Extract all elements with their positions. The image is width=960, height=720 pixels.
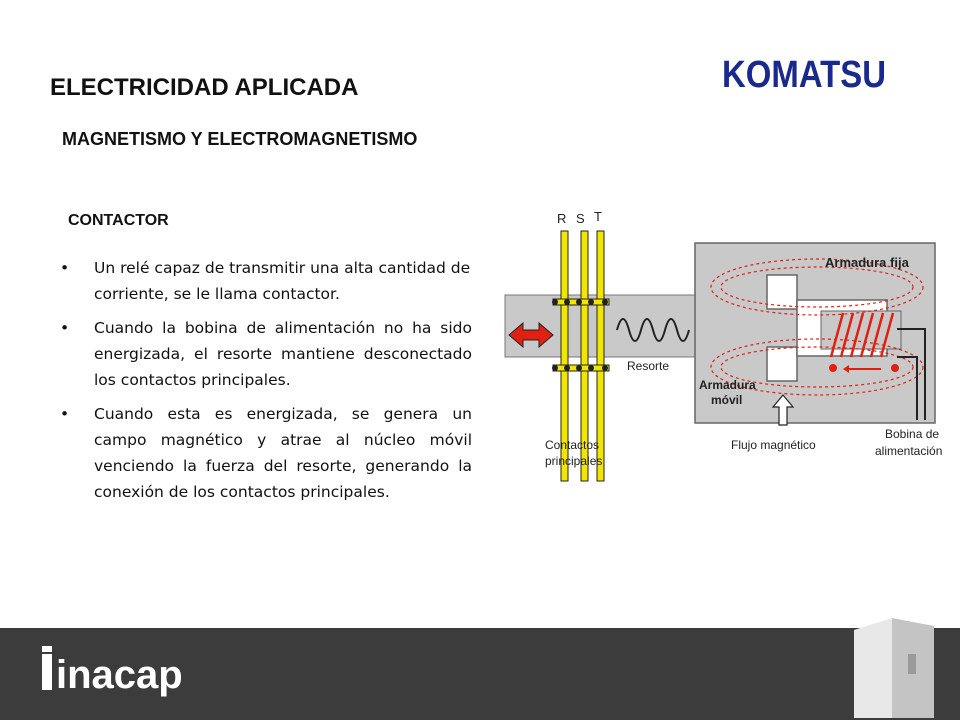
bullet-item — [58, 401, 472, 505]
bullet-text: Cuando la bobina de alimentación no ha sido energizada, el resorte mantiene desconectado los contactos principales. — [94, 319, 472, 389]
contactos-label: principales — [545, 454, 603, 468]
bobina-label: Bobina de — [885, 427, 940, 441]
bullet-marker: • — [60, 405, 70, 423]
inacap-logo — [40, 640, 200, 700]
phase-s-label: S — [576, 211, 585, 226]
bullet-marker: • — [60, 319, 70, 337]
bullet-text: Un relé capaz de transmitir una alta cantidad de corriente, se le llama contactor. — [94, 259, 471, 303]
armadura-movil-label: Armadura — [699, 378, 756, 392]
flujo-label: Flujo magnético — [731, 438, 816, 452]
bullet-marker: • — [60, 259, 70, 277]
bullet-item — [58, 315, 472, 393]
coil-terminal — [829, 364, 837, 372]
contactos-label: Contactos — [545, 438, 600, 452]
coil-terminal — [891, 364, 899, 372]
armadura-movil-label: móvil — [711, 393, 743, 407]
section-title: CONTACTOR — [68, 212, 169, 229]
bullet-item — [58, 255, 472, 307]
inacap-logo-text: inacap — [56, 653, 183, 697]
cube-graphic — [848, 610, 938, 720]
bullet-text: Cuando esta es energizada, se genera un campo magnético y atrae al núcleo móvil venciendo la fuerza del resorte, generando la conexión de los contactos principales. — [94, 405, 472, 501]
bobina-label: alimentación — [875, 444, 943, 458]
bullet-list — [58, 255, 472, 513]
phase-r-label: R — [557, 211, 567, 226]
komatsu-logo — [720, 52, 888, 94]
resorte-label: Resorte — [627, 359, 670, 373]
armadura-fija-label: Armadura fija — [825, 255, 909, 270]
phase-t-label: T — [594, 209, 602, 224]
slide-subtitle: MAGNETISMO Y ELECTROMAGNETISMO — [62, 129, 418, 149]
komatsu-logo-text: KOMATSU — [722, 54, 886, 96]
slide-title: ELECTRICIDAD APLICADA — [50, 74, 359, 101]
contactor-diagram — [505, 205, 955, 485]
